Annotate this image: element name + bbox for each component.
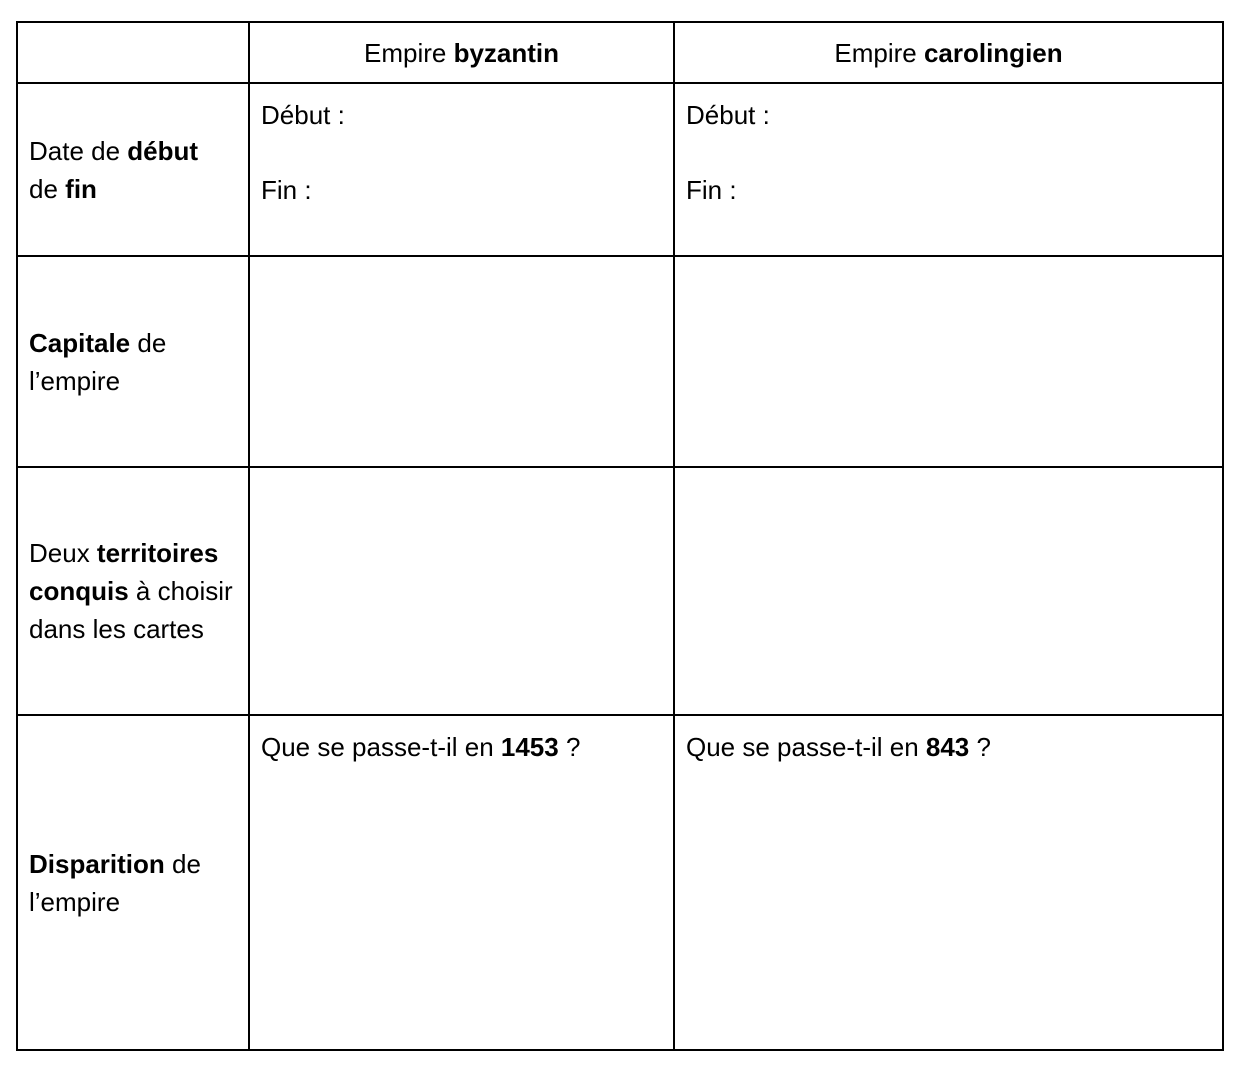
territories-label-text-2: à choisir dans les cartes (29, 576, 233, 644)
disappearance-label (17, 715, 249, 1050)
dates-row (17, 83, 1223, 256)
byzantin-question-mark: ? (558, 732, 581, 762)
carolingien-capital-cell[interactable] (674, 256, 1223, 467)
dates-label (17, 83, 249, 256)
header-byzantin (249, 22, 674, 83)
disappearance-label-bold: Disparition (29, 848, 165, 879)
byzantin-start-label: Début : (261, 100, 345, 130)
byzantin-dates-cell[interactable] (249, 83, 674, 256)
header-carolingien (674, 22, 1223, 83)
carolingien-disappearance-cell[interactable] (674, 715, 1223, 1050)
comparison-table (16, 21, 1224, 1051)
header-byzantin-prefix: Empire (363, 37, 454, 68)
byzantin-end-label: Fin : (261, 175, 312, 205)
dates-label-text-2: de (29, 173, 66, 204)
dates-label-debut: début (127, 135, 199, 166)
dates-label-text-1: Date de (29, 135, 128, 166)
carolingien-question-mark: ? (969, 732, 991, 762)
territories-label-bold: territoires conquis (29, 538, 219, 606)
territories-label-text-1: Deux (29, 538, 97, 568)
dates-label-fin: fin (65, 173, 97, 204)
header-empty-cell (17, 22, 249, 83)
carolingien-territories-cell[interactable] (674, 467, 1223, 715)
header-byzantin-name: byzantin (453, 37, 560, 68)
capital-label-text: de l’empire (29, 327, 167, 396)
byzantin-question-year: 1453 (500, 732, 559, 762)
capital-row (17, 256, 1223, 467)
disappearance-row (17, 715, 1223, 1050)
header-carolingien-name: carolingien (923, 37, 1063, 68)
disappearance-label-text: de l’empire (29, 848, 201, 917)
carolingien-end-label: Fin : (686, 175, 737, 205)
byzantin-territories-cell[interactable] (249, 467, 674, 715)
carolingien-dates-cell[interactable] (674, 83, 1223, 256)
territories-label (17, 467, 249, 715)
territories-row (17, 467, 1223, 715)
carolingien-question-year: 843 (925, 732, 970, 762)
capital-label-bold: Capitale (29, 327, 131, 358)
capital-label (17, 256, 249, 467)
header-carolingien-prefix: Empire (834, 37, 924, 68)
header-row (17, 22, 1223, 83)
byzantin-disappearance-cell[interactable] (249, 715, 674, 1050)
carolingien-question-text: Que se passe-t-il en (686, 732, 926, 762)
carolingien-start-label: Début : (686, 100, 770, 130)
byzantin-question-text: Que se passe-t-il en (261, 732, 501, 762)
byzantin-capital-cell[interactable] (249, 256, 674, 467)
